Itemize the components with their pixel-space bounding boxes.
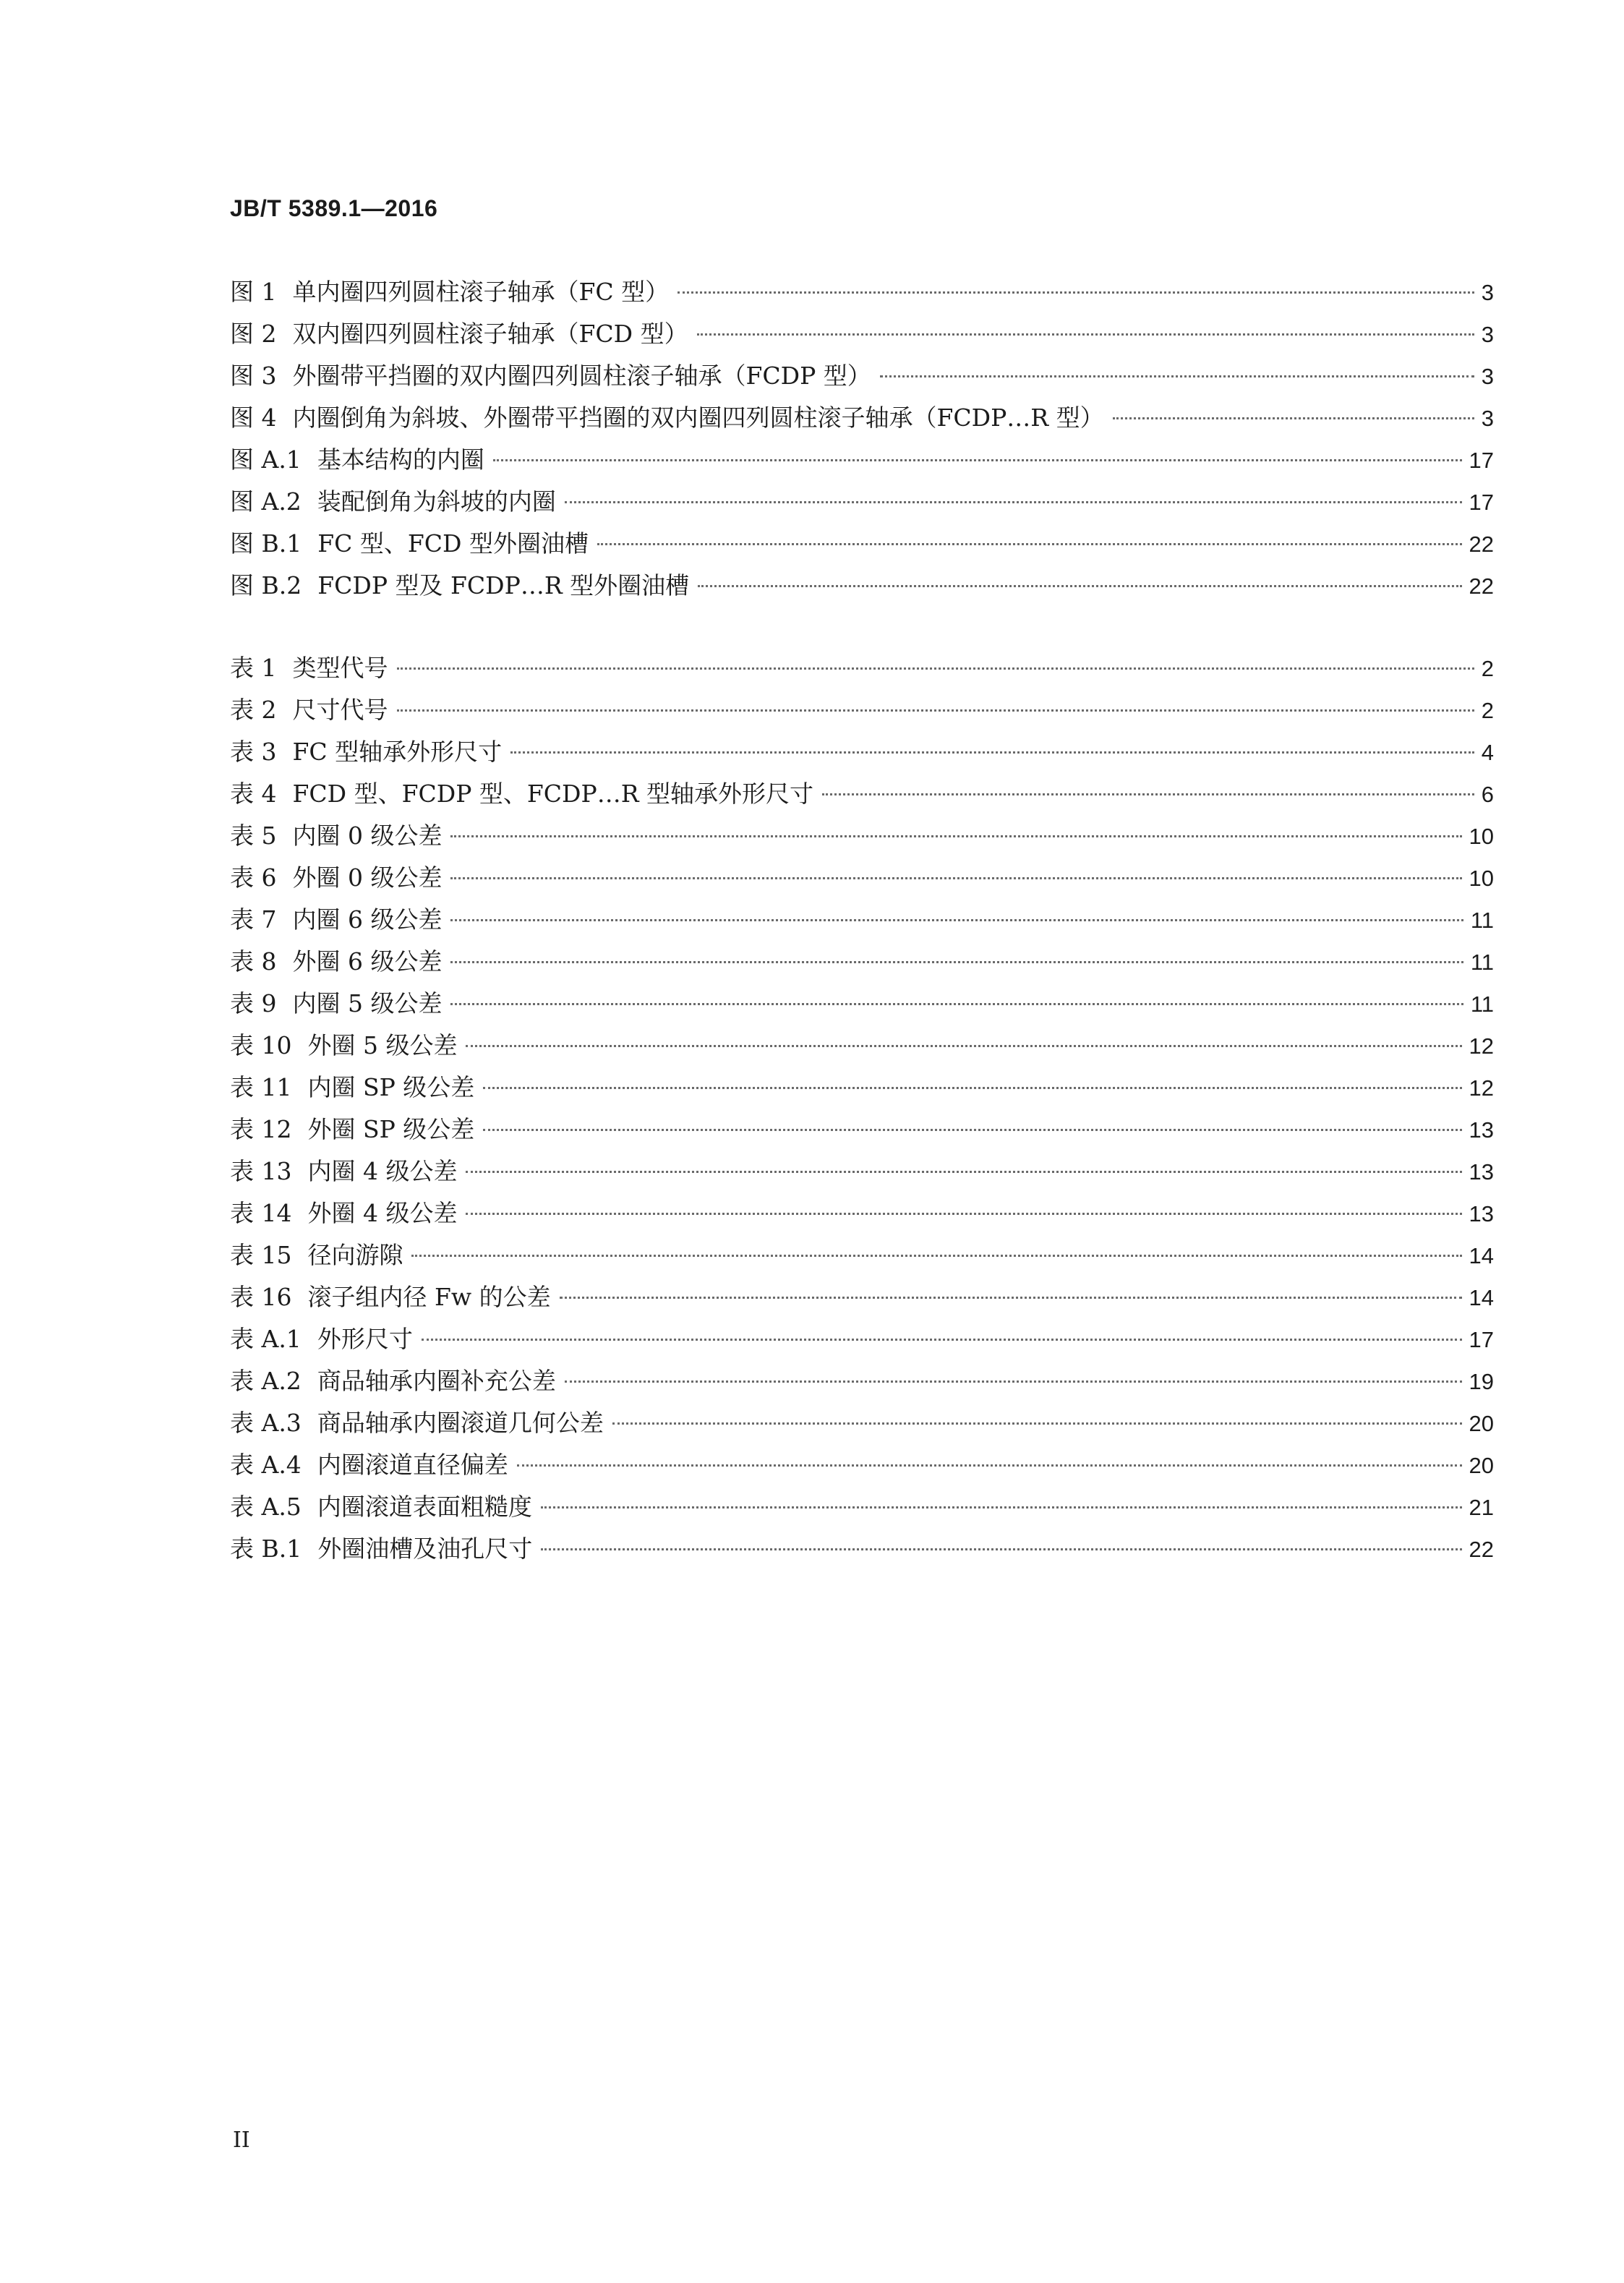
dot-leader	[450, 961, 1463, 963]
table-entry[interactable]	[230, 773, 1494, 815]
entry-label: 表 5	[230, 822, 277, 850]
entry-page-number: 10	[1469, 824, 1494, 849]
table-entry[interactable]	[230, 941, 1494, 983]
entry-page-number: 13	[1469, 1159, 1494, 1185]
entry-title: FCD 型、FCDP 型、FCDP…R 型轴承外形尺寸	[292, 780, 814, 808]
table-entry[interactable]	[230, 1360, 1494, 1402]
table-entry[interactable]	[230, 689, 1494, 731]
dot-leader	[493, 459, 1462, 461]
dot-leader	[697, 333, 1474, 336]
table-entry[interactable]	[230, 1318, 1494, 1360]
entry-title: 类型代号	[292, 654, 388, 682]
dot-leader	[450, 919, 1463, 921]
table-entry[interactable]	[230, 1444, 1494, 1486]
figure-entry[interactable]	[230, 271, 1494, 313]
dot-leader	[510, 751, 1474, 754]
dot-leader	[880, 375, 1474, 377]
entry-title: 外圈 5 级公差	[307, 1031, 458, 1059]
entry-label: 表 A.3	[230, 1409, 302, 1437]
dot-leader	[411, 1255, 1461, 1257]
entry-title: 双内圈四列圆柱滚子轴承（FCD 型）	[292, 320, 688, 348]
table-entry[interactable]	[230, 731, 1494, 773]
entry-label: 表 A.1	[230, 1325, 302, 1353]
entry-label: 图 B.2	[230, 571, 302, 599]
entry-title: FCDP 型及 FCDP…R 型外圈油槽	[317, 571, 690, 599]
entry-page-number: 10	[1469, 866, 1494, 891]
entry-title: 外圈 6 级公差	[292, 947, 443, 976]
entry-label: 表 8	[230, 947, 277, 976]
entry-title: 基本结构的内圈	[317, 445, 484, 474]
table-entry[interactable]	[230, 857, 1494, 899]
entry-title: 径向游隙	[307, 1241, 403, 1269]
entry-label: 表 12	[230, 1115, 292, 1143]
entry-page-number: 13	[1469, 1201, 1494, 1226]
entry-title: 尺寸代号	[292, 696, 388, 724]
entry-title: 装配倒角为斜坡的内圈	[317, 487, 556, 516]
dot-leader	[397, 667, 1474, 670]
entry-label: 图 A.2	[230, 487, 302, 516]
entry-label: 表 14	[230, 1199, 292, 1227]
entry-title: 内圈 4 级公差	[307, 1157, 458, 1185]
table-entry[interactable]	[230, 1109, 1494, 1151]
entry-page-number: 13	[1469, 1117, 1494, 1143]
entry-label: 表 1	[230, 654, 277, 682]
dot-leader	[466, 1045, 1461, 1047]
entry-page-number: 20	[1469, 1453, 1494, 1478]
entry-page-number: 14	[1469, 1285, 1494, 1310]
figure-entry[interactable]	[230, 481, 1494, 523]
entry-page-number: 3	[1481, 406, 1494, 431]
entry-title: FC 型、FCD 型外圈油槽	[317, 529, 589, 558]
entry-label: 表 10	[230, 1031, 292, 1059]
entry-label: 图 4	[230, 404, 277, 432]
table-entry[interactable]	[230, 1234, 1494, 1276]
table-entry[interactable]	[230, 1276, 1494, 1318]
dot-leader	[517, 1464, 1462, 1467]
entry-page-number: 17	[1469, 490, 1494, 515]
dot-leader	[483, 1129, 1461, 1131]
entry-title: 外圈油槽及油孔尺寸	[317, 1535, 533, 1563]
entry-label: 表 15	[230, 1241, 292, 1269]
document-code: JB/T 5389.1—2016	[230, 195, 438, 221]
entry-page-number: 22	[1469, 532, 1494, 557]
page-number: II	[233, 2128, 250, 2153]
entry-page-number: 6	[1481, 782, 1494, 807]
entry-title: 外圈 4 级公差	[307, 1199, 458, 1227]
entry-title: 内圈 0 级公差	[292, 822, 443, 850]
dot-leader	[541, 1548, 1461, 1550]
entry-label: 表 4	[230, 780, 277, 808]
table-entry[interactable]	[230, 1402, 1494, 1444]
table-entry[interactable]	[230, 1192, 1494, 1234]
entry-label: 图 2	[230, 320, 277, 348]
entry-title: 内圈滚道直径偏差	[317, 1451, 508, 1479]
entry-title: 滚子组内径 Fw 的公差	[307, 1283, 551, 1311]
table-entry[interactable]	[230, 899, 1494, 941]
entry-label: 表 9	[230, 989, 277, 1017]
entry-page-number: 2	[1481, 656, 1494, 681]
entry-label: 表 A.2	[230, 1367, 302, 1395]
entry-page-number: 17	[1469, 1327, 1494, 1352]
entry-label: 表 11	[230, 1073, 292, 1101]
entry-title: 内圈滚道表面粗糙度	[317, 1493, 532, 1521]
figure-entry[interactable]	[230, 439, 1494, 481]
dot-leader	[397, 709, 1474, 712]
entry-label: 表 A.4	[230, 1451, 302, 1479]
figure-entry[interactable]	[230, 313, 1494, 355]
table-entry[interactable]	[230, 1151, 1494, 1192]
entry-title: 外圈带平挡圈的双内圈四列圆柱滚子轴承（FCDP 型）	[292, 362, 871, 390]
entry-label: 表 B.1	[230, 1535, 302, 1563]
entry-title: 外圈 SP 级公差	[307, 1115, 475, 1143]
entry-page-number: 22	[1469, 1537, 1494, 1562]
entry-page-number: 22	[1469, 573, 1494, 599]
entry-label: 表 16	[230, 1283, 292, 1311]
entry-title: 商品轴承内圈补充公差	[317, 1367, 556, 1395]
dot-leader	[541, 1506, 1462, 1509]
dot-leader	[466, 1171, 1461, 1173]
entry-page-number: 3	[1481, 364, 1494, 389]
dot-leader	[612, 1422, 1462, 1425]
table-entry[interactable]	[230, 983, 1494, 1025]
entry-label: 表 3	[230, 738, 277, 766]
entry-title: 内圈 SP 级公差	[307, 1073, 475, 1101]
entry-label: 图 B.1	[230, 529, 302, 558]
entry-page-number: 14	[1469, 1243, 1494, 1268]
entry-page-number: 4	[1481, 740, 1494, 765]
figure-entry[interactable]	[230, 565, 1494, 607]
entry-label: 表 7	[230, 905, 277, 934]
table-entry[interactable]	[230, 647, 1494, 689]
dot-leader	[450, 835, 1461, 837]
dot-leader	[483, 1087, 1461, 1089]
entry-label: 表 2	[230, 696, 277, 724]
entry-title: 外圈 0 级公差	[292, 863, 443, 892]
entry-label: 表 A.5	[230, 1493, 302, 1521]
entry-page-number: 19	[1469, 1369, 1494, 1394]
entry-title: 商品轴承内圈滚道几何公差	[317, 1409, 604, 1437]
entry-page-number: 21	[1469, 1495, 1494, 1520]
entry-page-number: 12	[1469, 1033, 1494, 1059]
table-entry[interactable]	[230, 1486, 1494, 1528]
entry-page-number: 17	[1469, 448, 1494, 473]
figure-entry[interactable]	[230, 523, 1494, 565]
dot-leader	[450, 877, 1461, 879]
figure-entry[interactable]	[230, 355, 1494, 397]
entry-title: 内圈 6 级公差	[292, 905, 443, 934]
entry-label: 图 A.1	[230, 445, 302, 474]
entry-title: 外形尺寸	[317, 1325, 413, 1353]
entry-title: 单内圈四列圆柱滚子轴承（FC 型）	[292, 278, 670, 306]
entry-title: 内圈 5 级公差	[292, 989, 443, 1017]
dot-leader	[597, 543, 1462, 545]
entry-page-number: 11	[1470, 908, 1494, 933]
entry-page-number: 11	[1470, 950, 1494, 975]
entry-title: 内圈倒角为斜坡、外圈带平挡圈的双内圈四列圆柱滚子轴承（FCDP…R 型）	[292, 404, 1104, 432]
entry-label: 表 13	[230, 1157, 292, 1185]
figure-list	[230, 271, 1494, 607]
dot-leader	[678, 291, 1474, 294]
table-list	[230, 647, 1494, 1570]
table-entry[interactable]	[230, 1067, 1494, 1109]
dot-leader	[698, 585, 1461, 587]
dot-leader	[422, 1339, 1462, 1341]
entry-label: 图 1	[230, 278, 277, 306]
dot-leader	[822, 793, 1474, 795]
dot-leader	[565, 1381, 1462, 1383]
entry-title: FC 型轴承外形尺寸	[292, 738, 503, 766]
dot-leader	[560, 1297, 1462, 1299]
dot-leader	[565, 501, 1462, 503]
figure-entry[interactable]	[230, 397, 1494, 439]
entry-page-number: 11	[1470, 991, 1494, 1017]
entry-page-number: 2	[1481, 698, 1494, 723]
entry-page-number: 3	[1481, 280, 1494, 305]
dot-leader	[466, 1213, 1461, 1215]
table-entry[interactable]	[230, 1528, 1494, 1570]
table-entry[interactable]	[230, 815, 1494, 857]
dot-leader	[450, 1003, 1463, 1005]
table-entry[interactable]	[230, 1025, 1494, 1067]
dot-leader	[1113, 417, 1474, 419]
entry-page-number: 3	[1481, 322, 1494, 347]
entry-page-number: 20	[1469, 1411, 1494, 1436]
entry-page-number: 12	[1469, 1075, 1494, 1101]
entry-label: 图 3	[230, 362, 277, 390]
entry-label: 表 6	[230, 863, 277, 892]
